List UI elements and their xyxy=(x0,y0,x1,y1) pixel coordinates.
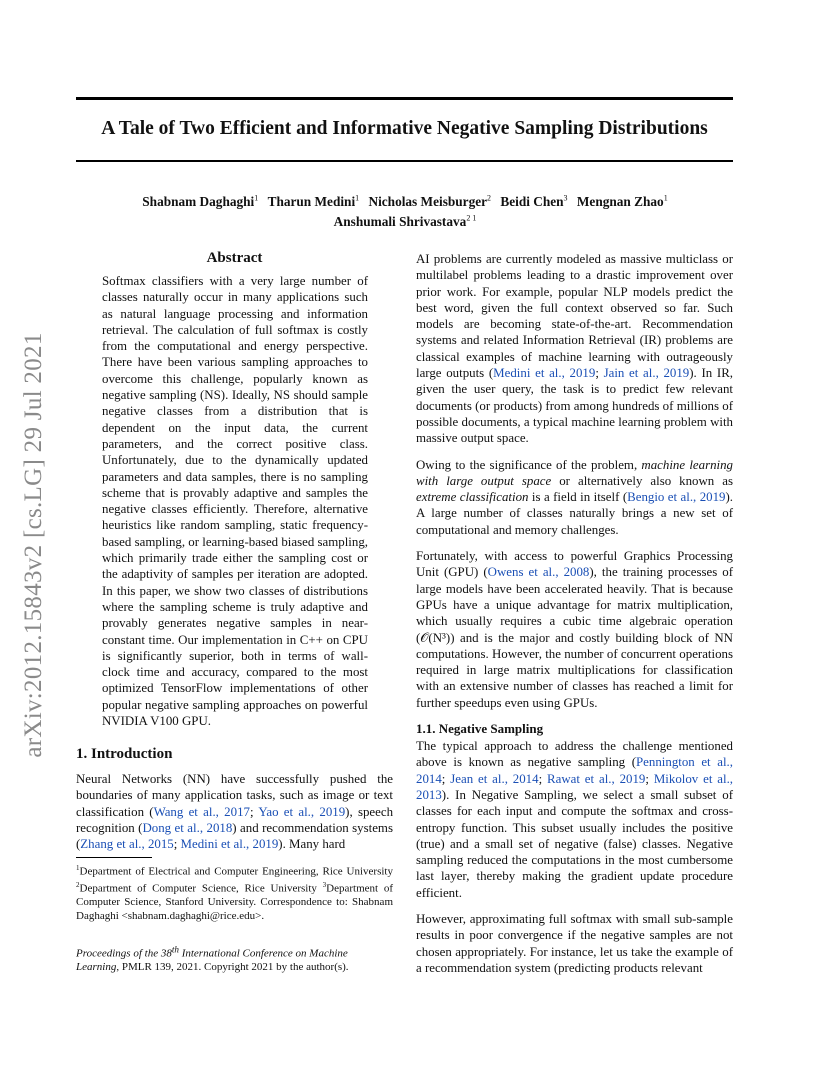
affiliation-footnote: $^1$Department of Electrical and Computer Engineering, Rice University $^2$Department of Computer Science, Rice University $^3$Department of Computer Science, Stanford University. Correspondence to: Shabnam Daghaghi <shabnam.daghaghi@rice.edu>. xyxy=(76,864,393,922)
citation-link[interactable]: Pennington et al., 2014 xyxy=(416,755,733,786)
author: Anshumali Shrivastava$^{2 1}$ xyxy=(333,213,477,229)
author: Mengnan Zhao$^1$ xyxy=(576,194,668,210)
citation-link[interactable]: Medini et al., 2019 xyxy=(180,837,279,852)
author: Shabnam Daghaghi$^1$ xyxy=(142,194,259,210)
citation-link[interactable]: Dong et al., 2018 xyxy=(142,820,233,835)
proceedings-note: Proceedings of the 38th International Conference on Machine Learning, PMLR 139, 2021. Copyright 2021 by the author(s). xyxy=(76,944,349,974)
section-heading-introduction: 1. Introduction xyxy=(76,746,173,762)
right-column xyxy=(416,251,733,986)
citation-link[interactable]: Yao et al., 2019 xyxy=(258,804,346,819)
title-bottom-rule xyxy=(76,160,733,162)
citation-link[interactable]: Bengio et al., 2019 xyxy=(627,490,726,505)
body-paragraph: However, approximating full softmax with small sub-sample results in poor convergence if the negative samples are not chosen appropriately. For instance, let us take the example of a recommendation system (predicting products relevant xyxy=(416,911,733,975)
title-top-rule xyxy=(76,97,733,100)
citation-link[interactable]: Rawat et al., 2019 xyxy=(547,771,646,786)
arxiv-sidebar xyxy=(14,332,54,758)
author-list xyxy=(110,191,700,230)
abstract-text: Softmax classifiers with a very large number of classes naturally occur in many applications such as natural language processing and information retrieval. The calculation of full softmax is costly from the computational and energy perspective. There have been various sampling approaches to overcome this challenge, popularly known as negative sampling (NS). Ideally, NS should sample negative classes from a distribution that is dependent on the input data, the current parameters, and the correct positive class. Unfortunately, due to the dynamically updated parameters and data samples, there is no sampling scheme that is provably adaptive and samples the negative classes efficiently. Therefore, alternative heuristics like random sampling, static frequency-based sampling, or learning-based biased sampling, which primarily trade either the sampling cost or the adaptivity of samples per iteration are adopted. In this paper, we show two classes of distributions where the sampling scheme is truly adaptive and provably generates negative samples in near-constant time. Our implementation in C++ on CPU is significantly superior, both in terms of wall-clock time and accuracy, compared to the most optimized TensorFlow implementations of other popular negative sampling approaches on powerful NVIDIA V100 GPU. xyxy=(102,274,368,729)
subsection-heading: 1.1. Negative Sampling xyxy=(416,721,544,737)
citation-link[interactable]: Wang et al., 2017 xyxy=(153,804,250,819)
footnote-rule xyxy=(76,857,152,858)
citation-link[interactable]: Zhang et al., 2015 xyxy=(80,837,174,852)
body-paragraph: AI problems are currently modeled as massive multiclass or multilabel problems leading to a drastic improvement over prior work. For example, popular NLP models predict the best word, given the full context observed so far. Such models are becoming state-of-the-art. Recommendation systems and related Information Retrieval (IR) problems are classical examples of machine learning with outrageously large outputs (Medini et al., 2019; Jain et al., 2019). In IR, given the user query, the task is to predict few relevant documents (or products) from among hundreds of millions of possible documents, a typical machine learning problem with massive output space. xyxy=(416,252,734,446)
math-expression: 𝒪(N³) xyxy=(420,630,451,645)
citation-link[interactable]: Jean et al., 2014 xyxy=(450,771,539,786)
citation-link[interactable]: Jain et al., 2019 xyxy=(603,366,690,381)
author: Beidi Chen$^3$ xyxy=(500,194,568,210)
author: Tharun Medini$^1$ xyxy=(267,194,360,210)
body-paragraph: Owing to the significance of the problem, machine learning with large output space or alternatively also known as extreme classification is a field in itself (Bengio et al., 2019). A large number of classes naturally brings a new set of computational and memory challenges. xyxy=(416,457,734,537)
arxiv-identifier: arXiv:2012.15843v2 [cs.LG] 29 Jul 2021 xyxy=(20,332,47,758)
abstract-heading: Abstract xyxy=(206,250,263,266)
paper-title: A Tale of Two Efficient and Informative Negative Sampling Distributions xyxy=(101,118,708,139)
citation-link[interactable]: Medini et al., 2019 xyxy=(493,366,596,381)
body-paragraph: Fortunately, with access to powerful Graphics Processing Unit (GPU) (Owens et al., 2008), the training processes of large models have been accelerated heavily. That is because GPUs have a unique advantage for matrix multiplication, which usually requires a cubic time algebraic operation (𝒪(N³)) and is the major and costly building block of NN computations. However, the number of concurrent operations required in large matrix multiplications for classification with an extensive number of classes has reached a limit for further speedups even using GPUs. xyxy=(416,549,734,710)
intro-paragraph: Neural Networks (NN) have successfully pushed the boundaries of many application tasks, such as image or text classification (Wang et al., 2017; Yao et al., 2019), speech recognition (Dong et al., 2018) and recommendation systems (Zhang et al., 2015; Medini et al., 2019). Many hard xyxy=(76,772,394,852)
author: Nicholas Meisburger$^2$ xyxy=(368,194,492,210)
citation-link[interactable]: Mikolov et al., 2013 xyxy=(416,771,734,802)
body-paragraph: The typical approach to address the challenge mentioned above is known as negative sampling (Pennington et al., 2014; Jean et al., 2014; Rawat et al., 2019; Mikolov et al., 2013). In Negative Sampling, we select a small subset of classes for each input and compute the softmax and cross-entropy function. This subset usually includes the positive (true) and a small set of negative (false) classes. Negative sampling reduced the computations in the most cumbersome last layer, thereby making the gradient update procedure efficient. xyxy=(416,739,734,900)
citation-link[interactable]: Owens et al., 2008 xyxy=(487,565,590,580)
